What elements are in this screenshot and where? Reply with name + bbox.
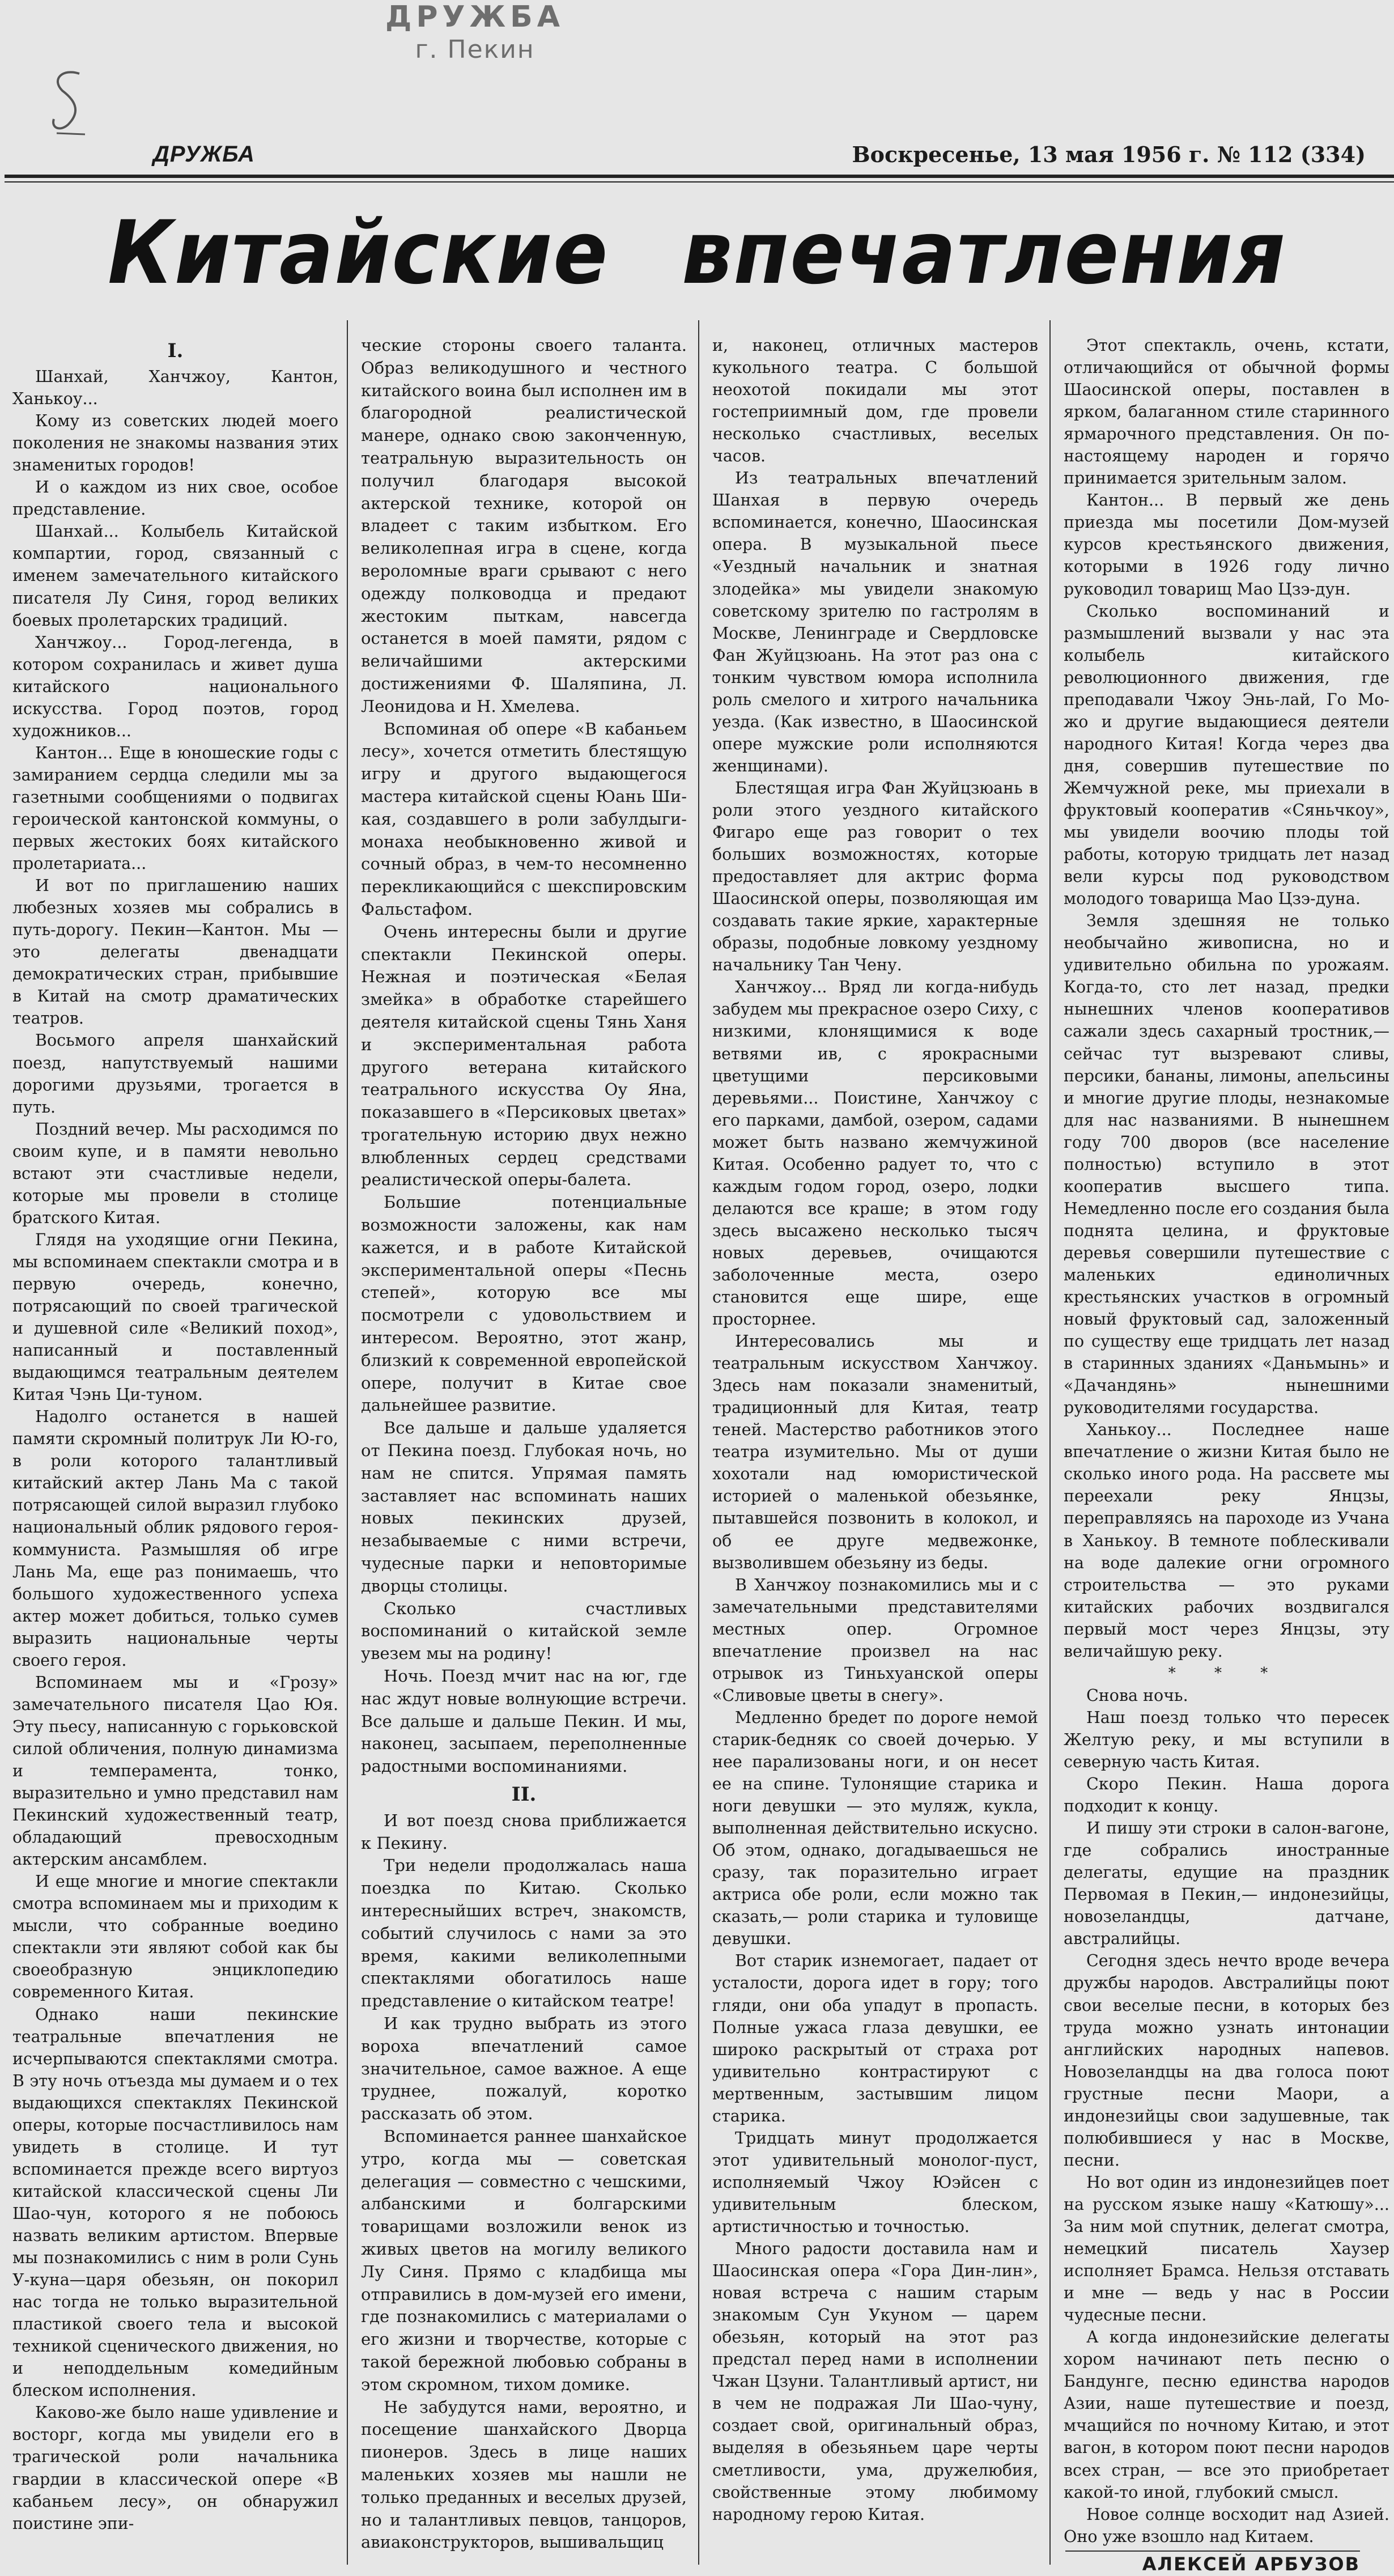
dateline: Воскресенье, 13 мая 1956 г. № 112 (334) xyxy=(852,142,1366,167)
paragraph: Вспоминается раннее шанхайское утро, когда мы — советская делегация — совместно с чешскими, албанскими и болгарскими товарищами возложили венок из живых цветов на могилу великого Лу Синя. Прямо с кладбища мы отправились в дом-музей его имени, где познакомились с материалами о его жизни и творчестве, которые с такой бережной любовью собраны в этом скромном, тихом домике. xyxy=(361,2126,687,2394)
paragraph: Вспоминая об опере «В кабаньем лесу», хочется отметить блестящую игру и другого выдающегося мастера китайской сцены Юань Ши-кая, создавшего в роли забулдыги-монаха необыкновенно живой и сочный образ, в чем-то несомненно перекликающийся с шекспировским Фальстафом. xyxy=(361,719,687,919)
masthead-rule xyxy=(5,175,1394,178)
article-headline xyxy=(56,202,1338,304)
paragraph: Сегодня здесь нечто вроде вечера дружбы народов. Австралийцы поют свои веселые песни, в которых без труда можно узнать интонации английских народных напевов. Новозеландцы на два голоса поют грустные песни Маори, а индонезийцы свои задушевные, так полюбившиеся у нас в Москве, песни. xyxy=(1064,1951,1389,2170)
paragraph: И вот поезд снова приближается к Пекину. xyxy=(361,1810,687,1853)
article-column-1 xyxy=(12,334,338,2562)
article-column-3 xyxy=(712,334,1038,2562)
paragraph: Каково-же было наше удивление и восторг, когда мы увидели его в трагической роли начальника гвардии в классической опере «В кабаньем лесу», он обнаружил поистине эпи- xyxy=(12,2403,338,2533)
paragraph: Все дальше и дальше удаляется от Пекина поезд. Глубокая ночь, но нам не спится. Упрямая память заставляет нас вспоминать наших новых пекинских друзей, незабываемые с ними встречи, чудесные парки и неповторимые дворцы столицы. xyxy=(361,1418,687,1595)
paragraph: Блестящая игра Фан Жуйцзюань в роли этого уездного китайского Фигаро еще раз говорит о тех больших возможностях, которые предоставляет для актрис форма Шаосинской оперы, позволяющая им создавать такие яркие, характерные образы, подобные ловкому уездному начальнику Тан Чену. xyxy=(712,778,1038,975)
paragraph: Новое солнце восходит над Азией. Оно уже взошло над Китаем. xyxy=(1064,2505,1389,2546)
paragraph: И пишу эти строки в салон-вагоне, где собрались иностранные делегаты, едущие на праздник Первомая в Пекин,— индонезийцы, новозеландцы, датчане, австралийцы. xyxy=(1064,1819,1389,1949)
paragraph: Ханькоу... Последнее наше впечатление о жизни Китая было не сколько иного рода. На рассвете мы переехали реку Янцзы, переправляясь на пароходе из Учана в Ханькоу. В темноте поблескивали на воде далекие огни огромного строительства — это руками китайских рабочих воздвигался первый мост через Янцзы, эту величайшую реку. xyxy=(1064,1420,1389,1661)
article-column-4 xyxy=(1064,334,1389,2562)
paragraph: Кантон... Еще в юношеские годы с замиранием сердца следили мы за газетными сообщениями о подвигах героической кантонской коммуны, о первых жестоких боях китайского пролетариата... xyxy=(12,743,338,873)
paragraph: Скоро Пекин. Наша дорога подходит к концу. xyxy=(1064,1775,1389,1816)
paragraph: Большие потенциальные возможности заложены, как нам кажется, и в работе Китайской экспериментальной оперы «Песнь степей», которую все мы посмотрели с удовольствием и интересом. Вероятно, этот жанр, близкий к современной европейской опере, получит в Китае свое дальнейшее развитие. xyxy=(361,1192,687,1415)
paragraph: И еще многие и многие спектакли смотра вспоминаем мы и приходим к мысли, что собранные воедино спектакли эти являют собой как бы своеобразную энциклопедию современного Китая. xyxy=(12,1872,338,2002)
paragraph: Земля здешняя не только необычайно живописна, но и удивительно обильна по урожаям. Когда-то, сто лет назад, предки нынешних членов кооперативов сажали здесь сахарный тростник,— сейчас тут вызревают сливы, персики, бананы, лимоны, апельсины и многие другие плоды, незнакомые для нас названиями. В нынешнем году 700 дворов (все население полностью) вступило в этот кооператив высшего типа. Немедленно после его создания была поднята целина, и фруктовые деревья совершили путешествие с маленьких единоличных крестьянских участков в огромный новый фруктовый сад, заложенный по существу еще тридцать лет назад в старинных зданиях «Даньмынь» и «Дачандянь» нынешними руководителями государства. xyxy=(1064,911,1389,1418)
paragraph: Восьмого апреля шанхайский поезд, напутствуемый нашими дорогими друзьями, трогается в путь. xyxy=(12,1031,338,1117)
signature-rule xyxy=(1065,2550,1360,2552)
column-divider xyxy=(347,320,348,2565)
paragraph: И вот по приглашению наших любезных хозяев мы собрались в путь-дорогу. Пекин—Кантон. Мы — это делегаты двенадцати демократических стран, прибывшие в Китай на смотр драматических театров. xyxy=(12,876,338,1028)
paragraph: Надолго останется в нашей памяти скромный политрук Ли Ю-го, в роли которого талантливый китайский актер Лань Ма с такой потрясающей силой выразил глубоко национальный облик рядового героя-коммуниста. Размышляя об игре Лань Ма, еще раз понимаешь, что большого художественного успеха актер может добиться, только сумев выразить национальные черты своего героя. xyxy=(12,1407,338,1670)
paragraph: Снова ночь. xyxy=(1086,1686,1188,1705)
paragraph: Сколько воспоминаний и размышлений вызвали у нас эта колыбель китайского революционного движения, где преподавали Чжоу Энь-лай, Го Мо-жо и другие выдающиеся деятели народного Китая! Когда через два дня, совершив путешествие по Жемчужной реке, мы приехали в фруктовый кооператив «Сяньчкоу», мы увидели воочию плоды той работы, которую тридцать лет назад вели курсы под руководством молодого товарища Мао Цзэ-дуна. xyxy=(1064,601,1389,909)
paragraph: Кому из советских людей моего поколения не знакомы названия этих знаменитых городов! xyxy=(12,411,338,475)
paragraph: Шанхай, Ханчжоу, Кантон, Ханькоу... xyxy=(12,367,338,409)
section-number: II. xyxy=(511,1783,537,1806)
paragraph: Много радости доставила нам и Шаосинская опера «Гора Дин-лин», новая встреча с нашим старым знакомым Сун Укуном — царем обезьян, который на этот раз предстал перед нами в исполнении Чжан Цзуни. Талантливый артист, ни в чем не подражая Ли Шао-чуну, создает свой, оригинальный образ, выделяя в обезьяньем царе черты сметливости, ума, дружелюбия, свойственные этому любимому народному герою Китая. xyxy=(712,2239,1038,2524)
paragraph: ческие стороны своего таланта. Образ великодушного и честного китайского воина был исполнен им в благородной реалистической манере, однако свою законченную, театральную выразительность он получил благодаря высокой актерской технике, которой он владеет с таким избытком. Его великолепная игра в сцене, когда вероломные враги срывают с него одежду полководца и предают жестоким пыткам, навсегда останется в моей памяти, рядом с величайшими актерскими достижениями Ф. Шаляпина, Л. Леонидова и Н. Хмелева. xyxy=(361,336,687,716)
paragraph: И о каждом из них свое, особое представление. xyxy=(12,478,338,519)
handwritten-mark xyxy=(40,65,102,145)
section-break: * * * xyxy=(1168,1664,1285,1682)
paragraph: Тридцать минут продолжается этот удивительный монолог-пуст, исполняемый Чжоу Юэйсен с удивительным блеском, артистичностью и точностью. xyxy=(712,2128,1038,2236)
paragraph: Не забудутся нами, вероятно, и посещение шанхайского Дворца пионеров. Здесь в лице наших маленьких хозяев мы нашли не только преданных и веселых друзей, но и талантливых певцов, танцоров, авиаконструкторов, вышивальщиц xyxy=(361,2397,687,2552)
paper-name: ДРУЖБА xyxy=(153,142,255,167)
paragraph: В Ханчжоу познакомились мы и с замечательными представителями местных опер. Огромное впечатление произвел на нас отрывок из Тиньхуанской оперы «Сливовые цветы в снегу». xyxy=(712,1575,1038,1705)
paragraph: Ханчжоу... Город-легенда, в котором сохранилась и живет душа китайского национального искусства. Город поэтов, город художников... xyxy=(12,633,338,740)
paragraph: Ханчжоу... Вряд ли когда-нибудь забудем мы прекрасное озеро Сиху, с низкими, клонящимися к воде ветвями ив, с ярокрасными цветущими персиковыми деревьями... Поистине, Ханчжоу с его парками, дамбой, озером, садами может быть названо жемчужиной Китая. Особенно радует то, что с каждым годом город, озеро, лодки делаются все краше; в этом году здесь высажено несколько тысяч новых деревьев, очищаются заболоченные места, озеро становится еще шире, еще просторнее. xyxy=(712,978,1038,1329)
paragraph: Из театральных впечатлений Шанхая в первую очередь вспоминается, конечно, Шаосинская опера. В музыкальной пьесе «Уездный начальник и знатная злодейка» мы увидели знакомую советскому зрителю по гастролям в Москве, Ленинграде и Свердловске Фан Жуйцзюань. На этот раз она с тонким чувством юмора исполнила роль смелого и хитрого начальника уезда. (Как известно, в Шаосинской опере мужские роли исполняются женщинами). xyxy=(712,469,1038,775)
headline-word-1: Китайские xyxy=(108,202,609,304)
author-signature: АЛЕКСЕЙ АРБУЗОВ xyxy=(1142,2553,1360,2575)
paragraph: Поздний вечер. Мы расходимся по своим купе, и в памяти невольно встают эти счастливые недели, которые мы провели в столице братского Китая. xyxy=(12,1119,338,1227)
headline-word-2: впечатления xyxy=(682,202,1286,304)
masthead-rule-thin xyxy=(5,181,1394,183)
paragraph: Шанхай... Колыбель Китайской компартии, город, связанный с именем замечательного китайского писателя Лу Синя, город великих боевых пролетарских традиций. xyxy=(12,522,338,630)
article-column-2 xyxy=(361,334,687,2562)
paragraph: Но вот один из индонезийцев поет на русском языке нашу «Катюшу»... За ним мой спутник, делегат смотра, немецкий писатель Хаузер исполняет Брамса. Нельзя отставать и мне — ведь у нас в России чудесные песни. xyxy=(1064,2172,1389,2325)
paragraph: А когда индонезийские делегаты хором начинают петь песню о Бандунге, песню единства народов Азии, наше путешествие и поезд, мчащийся по ночному Китаю, и этот вагон, в котором поют песни народов всех стран, — все это приобретает какой-то иной, глубокий смысл. xyxy=(1064,2328,1389,2502)
paragraph: Сколько счастливых воспоминаний о китайской земле увезем мы на родину! xyxy=(361,1598,687,1663)
library-stamp xyxy=(385,0,564,64)
paragraph: Очень интересны были и другие спектакли Пекинской оперы. Нежная и поэтическая «Белая змейка» в обработке старейшего деятеля китайской сцены Тянь Ханя и экспериментальная работа другого ветерана китайского театрального искусства Оу Яна, показавшего в «Персиковых цветах» трогательную историю двух нежно влюбленных сердец средствами реалистической оперы-балета. xyxy=(361,922,687,1190)
paragraph: Вот старик изнемогает, падает от усталости, дорога идет в гору; того гляди, они оба упадут в пропасть. Полные ужаса глаза девушки, ее широко раскрытый от страха рот удивительно контрастируют с мертвенным, застывшим лицом старика. xyxy=(712,1951,1038,2125)
stamp-city: г. Пекин xyxy=(415,35,535,64)
paragraph: Ночь. Поезд мчит нас на юг, где нас ждут новые волнующие встречи. Все дальше и дальше Пекин. И мы, наконец, засыпаем, переполненные радостными воспоминаниями. xyxy=(361,1666,687,1776)
stamp-title: ДРУЖБА xyxy=(385,0,565,34)
paragraph: Интересовались мы и театральным искусством Ханчжоу. Здесь нам показали знаменитый, традиционный для Китая, театр теней. Мастерство работников этого театра изумительно. Мы от души хохотали над юмористической историей о маленькой обезьянке, пытавшейся позвонить в колокол, и об ее друге медвежонке, вызволившем обезьяну из беды. xyxy=(712,1332,1038,1572)
paragraph: И как трудно выбрать из этого вороха впечатлений самое значительное, самое важное. А еще труднее, пожалуй, коротко рассказать об этом. xyxy=(361,2013,687,2124)
paragraph: Вспоминаем мы и «Грозу» замечательного писателя Цао Юя. Эту пьесу, написанную с горьковской силой обличения, полную динамизма и темперамента, тонко, выразительно и умно представил нам Пекинский художественный театр, обладающий превосходным актерским ансамблем. xyxy=(12,1673,338,1869)
section-number: I. xyxy=(167,339,184,362)
paragraph: Три недели продолжалась наша поездка по Китаю. Сколько интересныйших встреч, знакомств, событий случилось с нами за это время, какими великолепными спектаклями обогатилось наше представление о китайском театре! xyxy=(361,1856,687,2011)
paragraph: Однако наши пекинские театральные впечатления не исчерпываются спектаклями смотра. В эту ночь отъезда мы думаем и о тех выдающихся спектаклях Пекинской оперы, которые посчастливилось нам увидеть в столице. И тут вспоминается прежде всего виртуоз китайской классической сцены Ли Шао-чун, которого я не побоюсь назвать великим артистом. Впервые мы познакомились с ним в роли Сунь У-куна—царя обезьян, он покорил нас тогда не только выразительной пластикой своего тела и высокой техникой сценического движения, но и неподдельным комедийным блеском исполнения. xyxy=(12,2005,338,2400)
paragraph: Кантон... В первый же день приезда мы посетили Дом-музей курсов крестьянского движения, которыми в 1926 году лично руководил товарищ Мао Цзэ-дун. xyxy=(1064,491,1389,599)
paragraph: Наш поезд только что пересек Желтую реку, и мы вступили в северную часть Китая. xyxy=(1064,1708,1389,1771)
paragraph: Этот спектакль, очень, кстати, отличающийся от обычной формы Шаосинской оперы, поставлен в ярком, балаганном стиле старинного ярмарочного представления. Он по-настоящему народен и горячо принимается зрительным залом. xyxy=(1064,336,1389,488)
column-divider xyxy=(1049,320,1051,2565)
paragraph: Медленно бредет по дороге немой старик-бедняк со своей дочерью. У нее парализованы ноги, и он несет ее на спине. Тулонящие старика и ноги девушки — это муляж, кукла, выполненная действительно искусно. Об этом, однако, догадываешься не сразу, так поразительно играет актриса обе роли, если можно так сказать,— роли старика и туловище девушки. xyxy=(712,1708,1038,1949)
column-divider xyxy=(698,320,699,2565)
paragraph: и, наконец, отличных мастеров кукольного театра. С большой неохотой покидали мы этот гостеприимный дом, где провели несколько счастливых, веселых часов. xyxy=(712,336,1038,466)
paragraph: Глядя на уходящие огни Пекина, мы вспоминаем спектакли смотра и в первую очередь, конечно, потрясающий по своей трагической и душевной силе «Великий поход», написанный и поставленный выдающимся театральным деятелем Китая Чэнь Ци-туном. xyxy=(12,1230,338,1404)
